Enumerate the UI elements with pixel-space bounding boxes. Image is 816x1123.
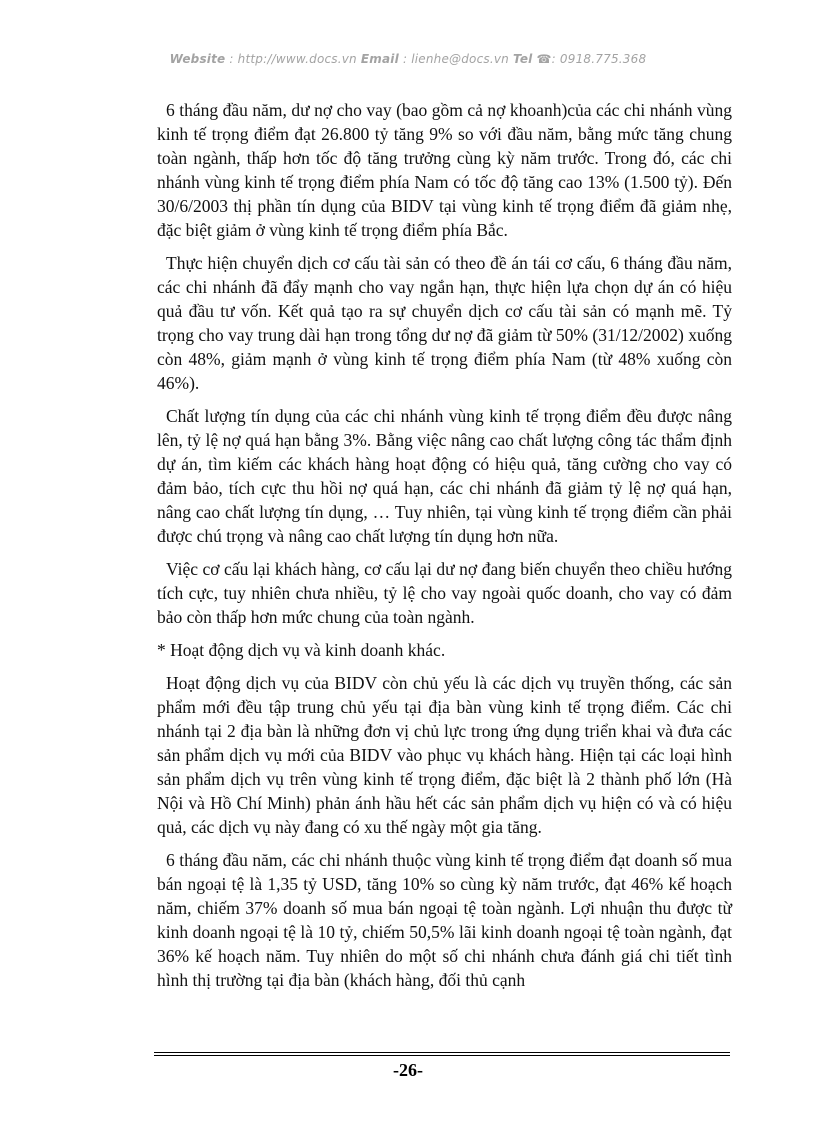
footer-divider — [154, 1052, 730, 1056]
website-label: Website — [169, 52, 226, 66]
page-number: -26- — [393, 1060, 423, 1080]
paragraph-services: Hoạt động dịch vụ của BIDV còn chủ yếu là các dịch vụ truyền thống, các sản phẩm mới đều tập trung chủ yếu tại địa bàn vùng kinh tế trọng điểm. Các chi nhánh tại 2 địa bàn là những đơn vị chủ lực trong ứng dụng triển khai và đưa các sản phẩm dịch vụ mới của BIDV vào phục vụ khách hàng. Hiện tại các loại hình sản phẩm dịch vụ trên vùng kinh tế trọng điểm, đặc biệt là 2 thành phố lớn (Hà Nội và Hồ Chí Minh) phản ánh hầu hết các sản phẩm dịch vụ hiện có và có hiệu quả, các dịch vụ này đang có xu thế ngày một gia tăng. — [157, 673, 732, 837]
tel-value: : 0918.775.368 — [551, 52, 647, 66]
email-label: Email — [360, 52, 399, 66]
page-header — [0, 52, 816, 66]
paragraph-customer-restructuring: Việc cơ cấu lại khách hàng, cơ cấu lại dư nợ đang biến chuyển theo chiều hướng tích cực, tuy nhiên chưa nhiều, tỷ lệ cho vay ngoài quốc doanh, cho vay có đảm bảo còn thấp hơn mức chung của toàn ngành. — [157, 559, 732, 627]
paragraph-asset-restructuring: Thực hiện chuyển dịch cơ cấu tài sản có theo đề án tái cơ cấu, 6 tháng đầu năm, các chi nhánh đã đẩy mạnh cho vay ngắn hạn, thực hiện lựa chọn dự án có hiệu quả đầu tư vốn. Kết quả tạo ra sự chuyển dịch cơ cấu tài sản có mạnh mẽ. Tỷ trọng cho vay trung dài hạn trong tổng dư nợ đã giảm từ 50% (31/12/2002) xuống còn 48%, giảm mạnh ở vùng kinh tế trọng điểm phía Nam (từ 48% xuống còn 46%). — [157, 253, 732, 393]
paragraph-credit-balance: 6 tháng đầu năm, dư nợ cho vay (bao gồm cả nợ khoanh)của các chi nhánh vùng kinh tế trọng điểm đạt 26.800 tỷ tăng 9% so với đầu năm, bằng mức tăng chung toàn ngành, thấp hơn tốc độ tăng trưởng cùng kỳ năm trước. Trong đó, các chi nhánh vùng kinh tế trọng điểm phía Nam có tốc độ tăng cao 13% (1.500 tỷ). Đến 30/6/2003 thị phần tín dụng của BIDV tại vùng kinh tế trọng điểm đã giảm nhẹ, đặc biệt giảm ở vùng kinh tế trọng điểm phía Bắc. — [157, 100, 732, 240]
tel-label: Tel — [513, 52, 533, 66]
section-heading-services: * Hoạt động dịch vụ và kinh doanh khác. — [157, 640, 446, 660]
email-value: : lienhe@docs.vn — [402, 52, 509, 66]
phone-icon: ☎ — [536, 52, 552, 66]
paragraph-foreign-exchange: 6 tháng đầu năm, các chi nhánh thuộc vùng kinh tế trọng điểm đạt doanh số mua bán ngoại tệ là 1,35 tỷ USD, tăng 10% so cùng kỳ năm trước, đạt 46% kế hoạch năm, chiếm 37% doanh số mua bán ngoại tệ toàn ngành. Lợi nhuận thu được từ kinh doanh ngoại tệ là 10 tỷ, chiếm 50,5% lãi kinh doanh ngoại tệ toàn ngành, đạt 36% kế hoạch năm. Tuy nhiên do một số chi nhánh chưa đánh giá chi tiết tình hình thị trường tại địa bàn (khách hàng, đối thủ cạnh — [157, 850, 732, 990]
website-value: : http://www.docs.vn — [229, 52, 357, 66]
document-body — [157, 98, 732, 1001]
paragraph-credit-quality: Chất lượng tín dụng của các chi nhánh vùng kinh tế trọng điểm đều được nâng lên, tỷ lệ nợ quá hạn bằng 3%. Bằng việc nâng cao chất lượng công tác thẩm định dự án, tìm kiếm các khách hàng hoạt động có hiệu quả, tăng cường cho vay có đảm bảo, tích cực thu hồi nợ quá hạn, các chi nhánh đã giảm tỷ lệ nợ quá hạn, nâng cao chất lượng tín dụng, … Tuy nhiên, tại vùng kinh tế trọng điểm cần phải được chú trọng và nâng cao chất lượng tín dụng hơn nữa. — [157, 406, 732, 546]
